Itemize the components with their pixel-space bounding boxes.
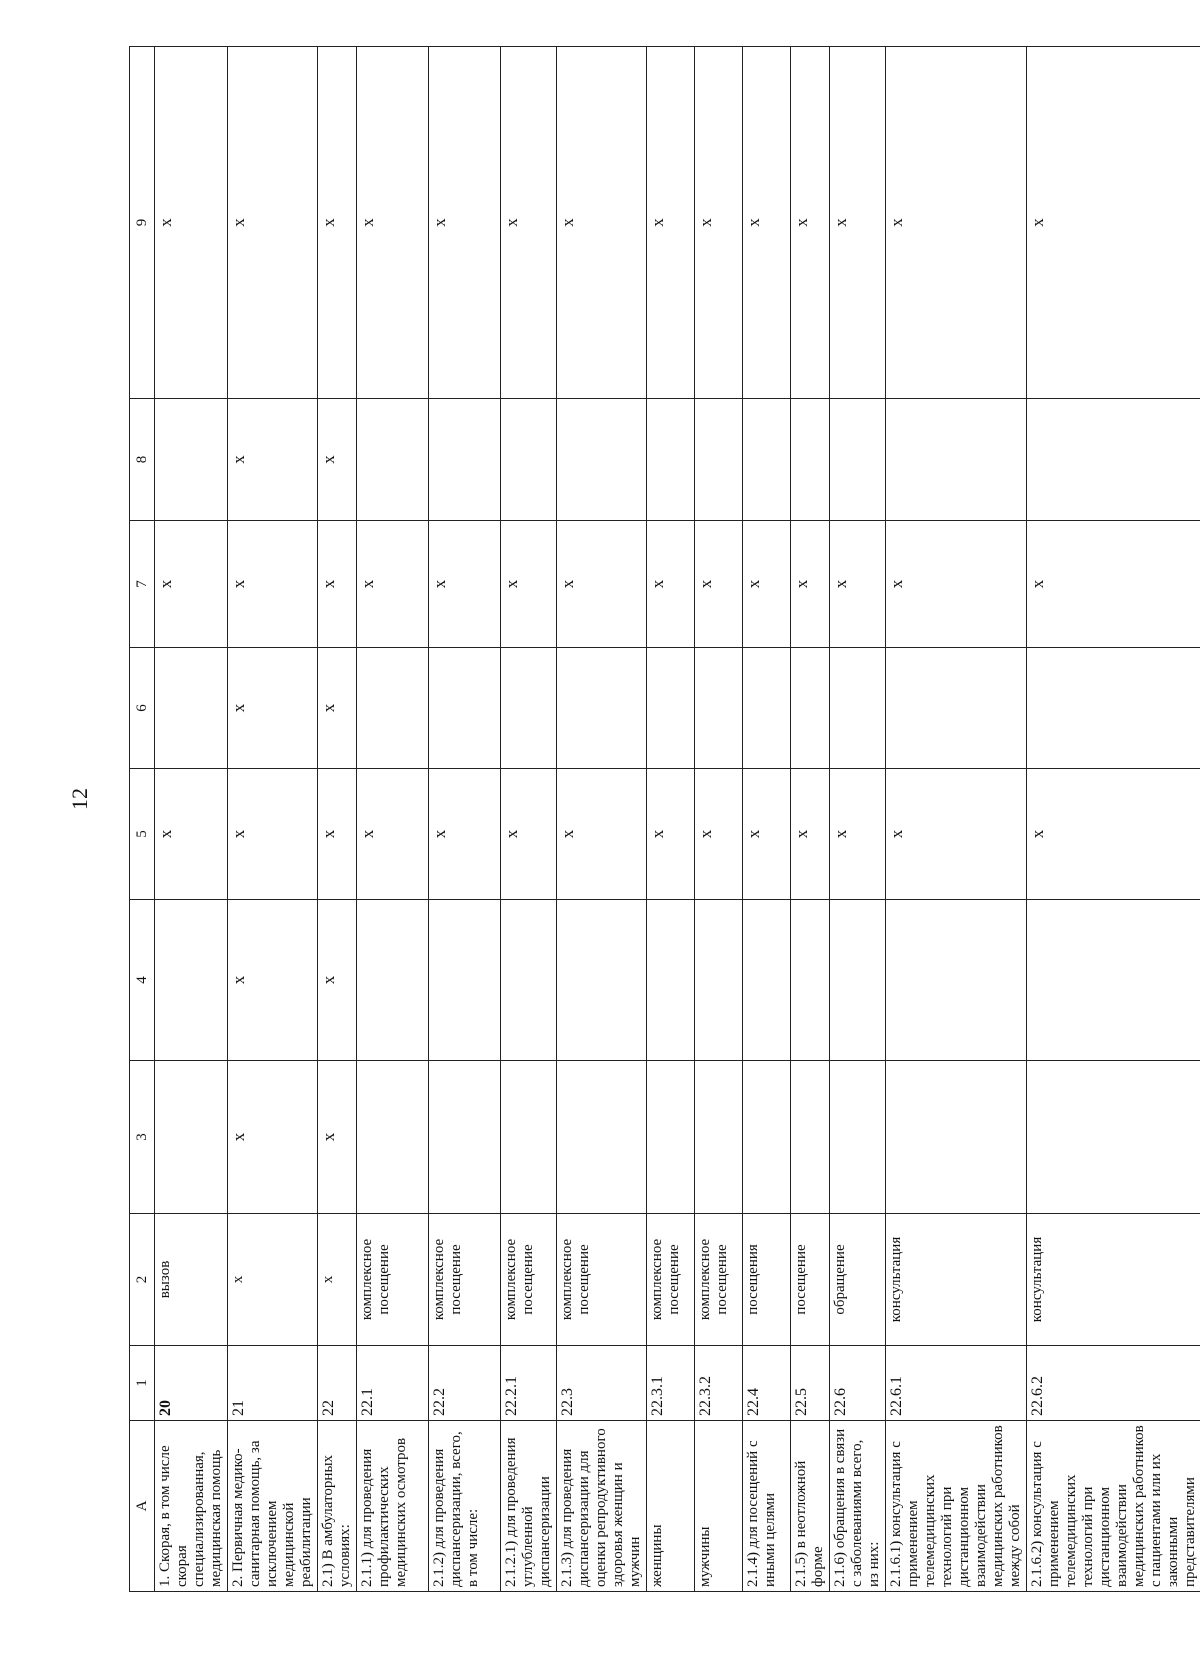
row-label-cell: 2.1.3) для проведения диспансеризации для оценки репродуктивного здоровья женщин и мужчин: [557, 1421, 647, 1592]
col9-cell: х: [1027, 47, 1200, 399]
col4-cell: [1027, 900, 1200, 1061]
col8-cell: [155, 399, 228, 521]
row-label-cell: 2.1.6) обращения в связи с заболеваниями всего, из них:: [830, 1421, 886, 1592]
col5-cell: х: [357, 769, 429, 900]
header-row: [130, 47, 155, 1592]
header-cell: 3: [130, 1061, 155, 1214]
col5-cell: х: [695, 769, 743, 900]
col4-cell: [557, 900, 647, 1061]
row-number-cell: 22.3.2: [695, 1346, 743, 1421]
col4-cell: [501, 900, 557, 1061]
row-label-cell: 2.1.1) для проведения профилактических медицинских осмотров: [357, 1421, 429, 1592]
table-row: [318, 47, 357, 1592]
col8-cell: [791, 399, 830, 521]
unit-cell: консультация: [886, 1214, 1027, 1346]
row-label-cell: 2.1) В амбулаторных условиях:: [318, 1421, 357, 1592]
row-number-cell: 21: [228, 1346, 318, 1421]
row-number-cell: 22.3: [557, 1346, 647, 1421]
col5-cell: х: [318, 769, 357, 900]
table-row: [429, 47, 501, 1592]
row-label-cell: 2.1.6.1) консультация с применением телемедицинских технологий при дистанционном взаимодействии медицинских работников между собой: [886, 1421, 1027, 1592]
col3-cell: [647, 1061, 695, 1214]
col3-cell: х: [228, 1061, 318, 1214]
col8-cell: [557, 399, 647, 521]
col4-cell: х: [228, 900, 318, 1061]
header-cell: 4: [130, 900, 155, 1061]
col8-cell: [830, 399, 886, 521]
col8-cell: [647, 399, 695, 521]
row-number-cell: 22.3.1: [647, 1346, 695, 1421]
col3-cell: [830, 1061, 886, 1214]
col7-cell: х: [695, 521, 743, 648]
col8-cell: [501, 399, 557, 521]
unit-cell: обращение: [830, 1214, 886, 1346]
unit-cell: х: [228, 1214, 318, 1346]
col3-cell: [557, 1061, 647, 1214]
unit-cell: консультация: [1027, 1214, 1200, 1346]
col7-cell: х: [886, 521, 1027, 648]
row-number-cell: 20: [155, 1346, 228, 1421]
header-cell: 1: [130, 1346, 155, 1421]
col9-cell: х: [791, 47, 830, 399]
col4-cell: [647, 900, 695, 1061]
unit-cell: вызов: [155, 1214, 228, 1346]
col6-cell: х: [228, 648, 318, 769]
col6-cell: [791, 648, 830, 769]
row-label-cell: 2. Первичная медико-санитарная помощь, за исключением медицинской реабилитации: [228, 1421, 318, 1592]
col5-cell: х: [501, 769, 557, 900]
header-cell: 9: [130, 47, 155, 399]
row-number-cell: 22: [318, 1346, 357, 1421]
header-cell: 8: [130, 399, 155, 521]
col6-cell: [647, 648, 695, 769]
header-cell: 6: [130, 648, 155, 769]
col3-cell: [357, 1061, 429, 1214]
col4-cell: [695, 900, 743, 1061]
row-label-cell: 2.1.2) для проведения диспансеризации, всего, в том числе:: [429, 1421, 501, 1592]
table-row: [830, 47, 886, 1592]
col6-cell: [1027, 648, 1200, 769]
row-label-cell: женщины: [647, 1421, 695, 1592]
row-number-cell: 22.5: [791, 1346, 830, 1421]
col7-cell: х: [1027, 521, 1200, 648]
col4-cell: [155, 900, 228, 1061]
col9-cell: х: [647, 47, 695, 399]
col3-cell: [791, 1061, 830, 1214]
col7-cell: х: [647, 521, 695, 648]
col8-cell: х: [228, 399, 318, 521]
col7-cell: х: [743, 521, 791, 648]
col9-cell: х: [228, 47, 318, 399]
col3-cell: [695, 1061, 743, 1214]
row-number-cell: 22.2: [429, 1346, 501, 1421]
table-row: [357, 47, 429, 1592]
header-cell: А: [130, 1421, 155, 1592]
table-body: [155, 47, 1200, 1592]
col7-cell: х: [557, 521, 647, 648]
col5-cell: х: [228, 769, 318, 900]
col6-cell: [557, 648, 647, 769]
col5-cell: х: [1027, 769, 1200, 900]
table-row: [647, 47, 695, 1592]
col6-cell: [357, 648, 429, 769]
unit-cell: посещения: [743, 1214, 791, 1346]
col7-cell: х: [830, 521, 886, 648]
col7-cell: х: [155, 521, 228, 648]
header-cell: 5: [130, 769, 155, 900]
col9-cell: х: [318, 47, 357, 399]
row-label-cell: 2.1.6.2) консультация с применением телемедицинских технологий при дистанционном взаимодействии медицинских работников с пациентами или их законными представителями: [1027, 1421, 1200, 1592]
col5-cell: х: [557, 769, 647, 900]
table-row: [886, 47, 1027, 1592]
col9-cell: х: [155, 47, 228, 399]
row-label-cell: 2.1.5) в неотложной форме: [791, 1421, 830, 1592]
col3-cell: [501, 1061, 557, 1214]
col8-cell: [1027, 399, 1200, 521]
table-row: [501, 47, 557, 1592]
row-number-cell: 22.6: [830, 1346, 886, 1421]
unit-cell: комплексное посещение: [557, 1214, 647, 1346]
col9-cell: х: [429, 47, 501, 399]
col3-cell: [155, 1061, 228, 1214]
header-cell: 7: [130, 521, 155, 648]
row-label-cell: 2.1.4) для посещений с иными целями: [743, 1421, 791, 1592]
rotated-table-container: [129, 47, 1198, 1592]
col9-cell: х: [357, 47, 429, 399]
col4-cell: [791, 900, 830, 1061]
col5-cell: х: [647, 769, 695, 900]
col6-cell: [501, 648, 557, 769]
table-row: [155, 47, 228, 1592]
col6-cell: [743, 648, 791, 769]
table-row: [743, 47, 791, 1592]
col7-cell: х: [357, 521, 429, 648]
col7-cell: х: [501, 521, 557, 648]
col3-cell: [1027, 1061, 1200, 1214]
table-row: [695, 47, 743, 1592]
col7-cell: х: [318, 521, 357, 648]
col3-cell: х: [318, 1061, 357, 1214]
row-number-cell: 22.2.1: [501, 1346, 557, 1421]
col8-cell: [429, 399, 501, 521]
row-number-cell: 22.6.1: [886, 1346, 1027, 1421]
row-label-cell: 2.1.2.1) для проведения углубленной диспансеризации: [501, 1421, 557, 1592]
header-cell: 2: [130, 1214, 155, 1346]
row-number-cell: 22.4: [743, 1346, 791, 1421]
col9-cell: х: [886, 47, 1027, 399]
col4-cell: х: [318, 900, 357, 1061]
col6-cell: [886, 648, 1027, 769]
col8-cell: [886, 399, 1027, 521]
unit-cell: комплексное посещение: [429, 1214, 501, 1346]
col5-cell: х: [155, 769, 228, 900]
unit-cell: комплексное посещение: [501, 1214, 557, 1346]
col7-cell: х: [429, 521, 501, 648]
col6-cell: [155, 648, 228, 769]
table-row: [791, 47, 830, 1592]
row-number-cell: 22.6.2: [1027, 1346, 1200, 1421]
row-label-cell: 1. Скорая, в том числе скорая специализированная, медицинская помощь: [155, 1421, 228, 1592]
col5-cell: х: [830, 769, 886, 900]
col8-cell: [357, 399, 429, 521]
col8-cell: [695, 399, 743, 521]
table-row: [557, 47, 647, 1592]
col5-cell: х: [886, 769, 1027, 900]
col6-cell: [429, 648, 501, 769]
col9-cell: х: [830, 47, 886, 399]
col9-cell: х: [501, 47, 557, 399]
col6-cell: [695, 648, 743, 769]
col4-cell: [830, 900, 886, 1061]
col5-cell: х: [743, 769, 791, 900]
row-label-cell: мужчины: [695, 1421, 743, 1592]
table-row: [1027, 47, 1200, 1592]
col4-cell: [886, 900, 1027, 1061]
col4-cell: [429, 900, 501, 1061]
col9-cell: х: [695, 47, 743, 399]
col5-cell: х: [429, 769, 501, 900]
page-number: 12: [67, 788, 92, 810]
unit-cell: комплексное посещение: [695, 1214, 743, 1346]
data-table: [129, 46, 1200, 1592]
col9-cell: х: [557, 47, 647, 399]
unit-cell: комплексное посещение: [647, 1214, 695, 1346]
row-number-cell: 22.1: [357, 1346, 429, 1421]
col9-cell: х: [743, 47, 791, 399]
col4-cell: [743, 900, 791, 1061]
unit-cell: комплексное посещение: [357, 1214, 429, 1346]
col8-cell: [743, 399, 791, 521]
col7-cell: х: [791, 521, 830, 648]
unit-cell: посещение: [791, 1214, 830, 1346]
col7-cell: х: [228, 521, 318, 648]
col3-cell: [429, 1061, 501, 1214]
col6-cell: [830, 648, 886, 769]
col6-cell: х: [318, 648, 357, 769]
col4-cell: [357, 900, 429, 1061]
col5-cell: х: [791, 769, 830, 900]
col3-cell: [743, 1061, 791, 1214]
unit-cell: х: [318, 1214, 357, 1346]
col3-cell: [886, 1061, 1027, 1214]
col8-cell: х: [318, 399, 357, 521]
table-row: [228, 47, 318, 1592]
